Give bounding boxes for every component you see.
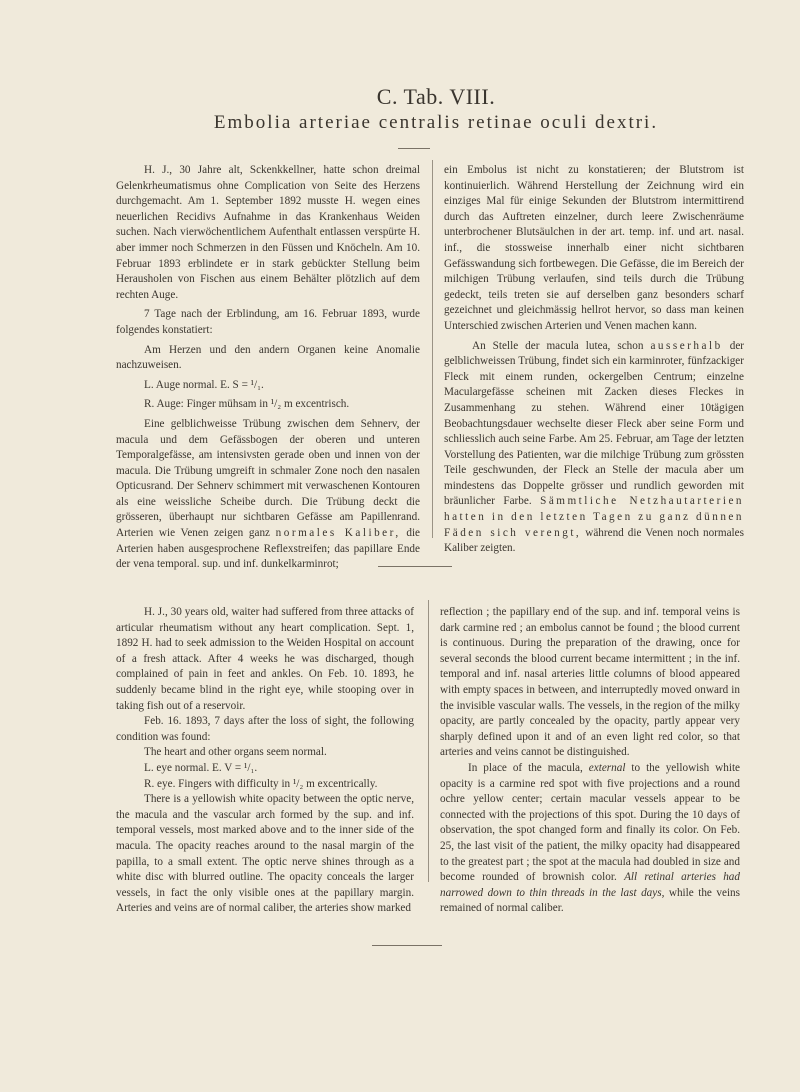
paragraph: Feb. 16. 1893, 7 days after the loss of sight, the following condition was found: [116,715,414,743]
paragraph [116,417,420,573]
paragraph: Am Herzen und den andern Organen keine Anomalie nachzuweisen. [116,343,420,372]
bottom-divider [372,945,442,946]
paragraph [444,339,744,557]
spaced-text: normales Kaliber, [275,527,401,540]
text-run: Eine gelblichweisse Trübung zwischen dem Sehnerv, der macula und dem Gefässbogen der oberen und unteren Temporalgefässe, am intensivsten gerade oben und innen von der macula. Die Trübung umgreift in schmaler Zone noch den nasalen Opticusrand. Der Sehnerv schimmert mit verwaschenen Kontouren als eine weissliche Scheibe durch. Die Trübung deckt die grösseren, überhaupt nur sichtbaren Gefässe am Papillenrand. Arterien wie Venen zeigen ganz [116,417,420,540]
german-left-column [116,163,420,573]
paragraph: L. eye normal. E. V = ¹/₁. [144,761,258,774]
spaced-text: ausserhalb [650,339,723,352]
paragraph: L. Auge normal. E. S = ¹/₁. [144,378,264,391]
paragraph: reflection ; the papillary end of the sup. and inf. temporal veins is dark carmine red ; an embolus cannot be found ; the blood current is continuous. During the preparation of the drawing, once for several seconds the blood current became intermittent ; in the inf. temporal and inf. nasal arteries little columns of blood appeared with empty spaces in between, and interruptedly moved onward in the invisible vascular walls. The vessels, in the region of the milky opacity, are partly concealed by the opacity, partly appear very sharply defined upon it and of an even light red color, so that arteries and veins cannot be distinguished. [440,606,740,759]
text-run: In place of the macula, [468,761,583,774]
english-left-column [116,605,414,917]
text-run: to the yellowish white opacity is a carmine red spot with five projections and a round ochre yellow center; certain macular vessels appear to be connected with the projections of this spot. During the 10 days of observation, the spot changed form and finally its color. On Feb. 25, the last visit of the patient, the milky opacity had disappeared to the greatest part ; the spot at the macula had doubled in size and become rounded of brownish color. [440,761,741,884]
paragraph [440,761,740,917]
text-run: An Stelle der macula lutea, schon [472,339,644,352]
paragraph: R. Auge: Finger mühsam in ¹/₂ m excentrisch. [144,398,350,411]
page-subtitle: Embolia arteriae centralis retinae oculi dextri. [213,112,659,133]
german-right-column [444,163,744,557]
column-divider [428,600,429,882]
english-right-column [440,605,740,917]
title-rule [398,148,430,149]
text-run: while the veins remained of normal caliber. [440,886,740,915]
italic-text: All retinal arteries had narrowed down to thin threads in the last days, [440,871,740,899]
page-title: C. Tab. VIII. [376,84,496,109]
paragraph: R. eye. Fingers with difficulty in ¹/₂ m excentrically. [144,777,378,790]
spaced-text: Sämmtliche Netzhautarterien hatten in den letzten Tagen zu ganz dünnen Fäden sich verengt, [444,495,745,539]
text-run: der gelblichweissen Trübung, findet sich ein karminroter, fünfzackiger Fleck mit einem runden, ockergelben Centrum; einzelne Maculargefässe scheinen mit Zacken dieses Fleckes in Zusammenhang zu stehen. Während einer 10tägigen Beobachtungsdauer wechselte dieser Fleck aber seine Form und schliesslich auch seine Farbe. Am 25. Februar, am Tage der letzten Vorstellung des Patienten, war die milchige Trübung zum grössten Teile geschwunden, der Fleck an Stelle der macula aber um mindestens das Doppelte grösser und rundlich geworden mit bräunlicher Farbe. [444,339,745,508]
column-divider [432,160,433,538]
paragraph: H. J., 30 years old, waiter had suffered from three attacks of articular rheumatism without any heart complication. Sept. 1, 1892 H. had to seek admission to the Weiden Hospital on account of a fresh attack. After 4 weeks he was discharged, though complained of pain in feet and ankles. On Feb. 10. 1893, he suddenly became blind in the right eye, while stooping over in taking fish out of a reservoir. [116,606,414,712]
paragraph: H. J., 30 Jahre alt, Sckenkkellner, hatte schon dreimal Gelenkrheumatismus ohne Complication von Seite des Herzens durchgemacht. Am 1. September 1892 musste H. wegen eines neuerlichen Recidivs Aufnahme in das Krankenhaus Weiden suchen. Nach vierwöchentlichem Aufenthalt entlassen verspürte H. aber immer noch Schmerzen in den Füssen und Knöcheln. Am 10. Februar 1893 erblindete er in stark gebückter Stellung beim Herausholen von Fischen aus einem Behälter plötzlich auf dem rechten Auge. [116,164,420,301]
text-run: während die Venen noch normales Kaliber zeigten. [444,526,744,555]
section-divider [378,566,452,567]
paragraph: There is a yellowish white opacity between the optic nerve, the macula and the vascular arch formed by the sup. and inf. temporal vessels, most marked above and to the inner side of the macula. The opacity reaches around to the nasal margin of the papilla, to a small extent. The optic nerve shines through as a white disc with blurred outline. The opacity conceals the larger vessels, in fact the only visible ones at the papillary margin. Arteries and veins are of normal caliber, the arteries show marked [116,793,414,915]
paragraph: The heart and other organs seem normal. [144,746,327,759]
paragraph: ein Embolus ist nicht zu konstatieren; der Blutstrom ist kontinuierlich. Während Herstellung der Zeichnung wird ein einziges Mal für einige Sekunden der Blutstrom intermittirend durch das Auftreten einzelner, durch leere Zwischenräume unterbrochener Blutsäulchen in der art. temp. inf. und art. nasal. inf., die stossweise innerhalb einer nicht sichtbaren Gefässwandung sich fortbewegen. Die Gefässe, die im Bereich der milchigen Trübung verlaufen, sind teils durch die Trübung gedeckt, teils treten sie auf derselben ganz besonders scharf gezeichnet und gleichmässig hellrot hervor, so dass man keinen Unterschied zwischen Arterien und Venen machen kann. [444,164,744,332]
italic-text: external [588,761,626,774]
text-run: die Arterien haben ausgesprochene Reflexstreifen; das papillare Ende der vena temporal. sup. und inf. dunkelkarminrot; [116,527,421,571]
paragraph: 7 Tage nach der Erblindung, am 16. Februar 1893, wurde folgendes konstatiert: [116,308,420,336]
